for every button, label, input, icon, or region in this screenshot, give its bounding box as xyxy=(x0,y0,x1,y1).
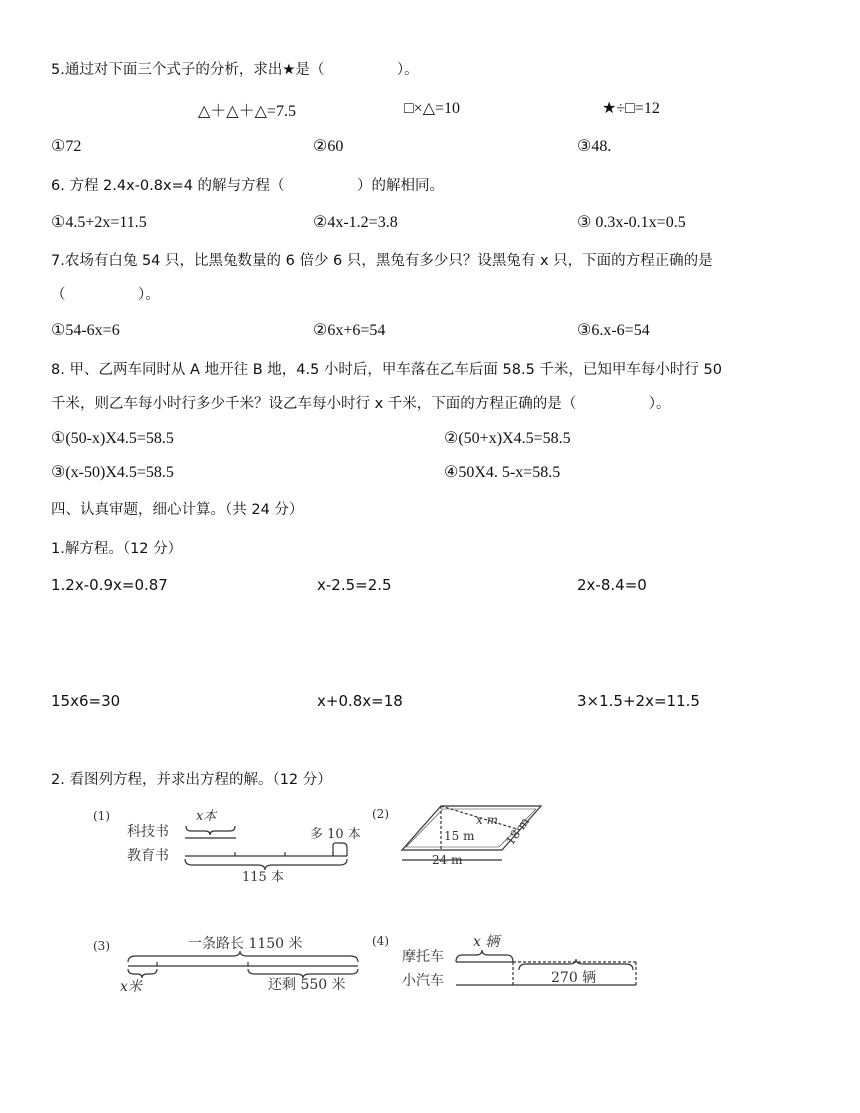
figure-3 xyxy=(93,935,358,995)
question-6: 6. 方程 2.4x-0.8x=4 的解与方程（ ）的解相同。 xyxy=(51,178,445,194)
fig2-parallelogram-inner xyxy=(406,809,536,847)
q8-option-4: ④50X4. 5-x=58.5 xyxy=(444,464,561,481)
fig2-base-label: 24 m xyxy=(432,853,463,867)
q5-expression-1: △＋△＋△=7.5 xyxy=(198,103,296,120)
equation-4: 15x6=30 xyxy=(51,692,121,710)
fig3-x-label: x米 xyxy=(120,979,142,995)
fig4-diff-label: 270 辆 xyxy=(551,970,597,986)
question-7-line-1: 7.农场有白兔 54 只，比黑兔数量的 6 倍少 6 只，黑兔有多少只？设黑兔有 x 只，下面的方程正确的是 xyxy=(51,253,713,269)
question-7-line-2: （ ）。 xyxy=(51,287,160,303)
fig2-height-label: 15 m xyxy=(444,829,475,843)
fig2-diag-label: x m xyxy=(476,813,498,827)
question-8-line-1: 8. 甲、乙两车同时从 A 地开往 B 地，4.5 小时后，甲车落在乙车后面 58.5 千米，已知甲车每小时行 50 xyxy=(51,362,722,378)
fig4-x-label: x 辆 xyxy=(473,934,500,950)
fig1-bottom-brace xyxy=(185,859,347,870)
fig2-diagonal-line xyxy=(441,806,520,830)
fig2-number: (2) xyxy=(372,807,389,821)
q5-expression-3: ★÷□=12 xyxy=(602,100,660,117)
q8-option-3: ③(x-50)X4.5=58.5 xyxy=(51,464,174,481)
fig1-top-brace-label: x本 xyxy=(196,809,217,824)
fig1-top-brace xyxy=(186,826,235,835)
fig4-diff-brace xyxy=(519,959,633,970)
q6-option-3: ③ 0.3x-0.1x=0.5 xyxy=(577,214,686,231)
fig3-number: (3) xyxy=(93,939,110,953)
fig1-row2-label: 教育书 xyxy=(127,848,169,864)
fig2-side-label: 18 m xyxy=(502,814,532,848)
q6-option-1: ①4.5+2x=11.5 xyxy=(51,214,147,231)
q6-option-2: ②4x-1.2=3.8 xyxy=(313,214,398,231)
fig4-row1-label: 摩托车 xyxy=(402,949,444,965)
fig1-row1-label: 科技书 xyxy=(127,824,169,840)
figure-1 xyxy=(93,809,361,885)
question-5: 5.通过对下面三个式子的分析，求出★是（ ）。 xyxy=(51,62,419,78)
equation-5: x+0.8x=18 xyxy=(317,692,403,710)
fig3-remain-brace xyxy=(248,969,358,978)
question-8-line-2: 千米，则乙车每小时行多少千米？设乙车每小时行 x 千米，下面的方程正确的是（ ）。 xyxy=(51,396,671,412)
q7-option-1: ①54-6x=6 xyxy=(51,322,120,339)
q7-option-3: ③6.x-6=54 xyxy=(577,322,650,339)
figure-4 xyxy=(372,934,636,989)
fig3-x-brace xyxy=(128,969,157,978)
q8-option-1: ①(50-x)X4.5=58.5 xyxy=(51,430,174,447)
fig3-top-brace xyxy=(128,951,358,962)
fig3-remain-label: 还剩 550 米 xyxy=(268,977,346,993)
fig4-number: (4) xyxy=(372,934,389,948)
fig1-more-brace xyxy=(333,843,347,856)
section-4-title: 四、认真审题，细心计算。（共 24 分） xyxy=(51,502,304,518)
fig4-x-brace xyxy=(456,950,513,962)
fig1-number: (1) xyxy=(93,809,110,823)
q5-option-1: ①72 xyxy=(51,138,82,155)
q7-option-2: ②6x+6=54 xyxy=(313,322,386,339)
equation-1: 1.2x-0.9x=0.87 xyxy=(51,576,168,594)
equation-3: 2x-8.4=0 xyxy=(577,576,647,594)
fig3-total-label: 一条路长 1150 米 xyxy=(188,936,303,952)
q5-expression-2: □×△=10 xyxy=(404,100,461,117)
equation-2: x-2.5=2.5 xyxy=(317,576,392,594)
fig1-total-label: 115 本 xyxy=(242,870,284,885)
q8-option-2: ②(50+x)X4.5=58.5 xyxy=(444,430,571,447)
fig1-more-label: 多 10 本 xyxy=(310,827,361,842)
equation-6: 3×1.5+2x=11.5 xyxy=(577,692,700,710)
fig4-row2-label: 小汽车 xyxy=(402,973,444,989)
q5-option-3: ③48. xyxy=(577,138,612,155)
figure-2 xyxy=(372,806,541,867)
q5-option-2: ②60 xyxy=(313,138,344,155)
part-1-title: 1.解方程。（12 分） xyxy=(51,541,183,557)
part-2-title: 2. 看图列方程，并求出方程的解。（12 分） xyxy=(51,772,332,788)
fig2-parallelogram xyxy=(402,806,541,850)
